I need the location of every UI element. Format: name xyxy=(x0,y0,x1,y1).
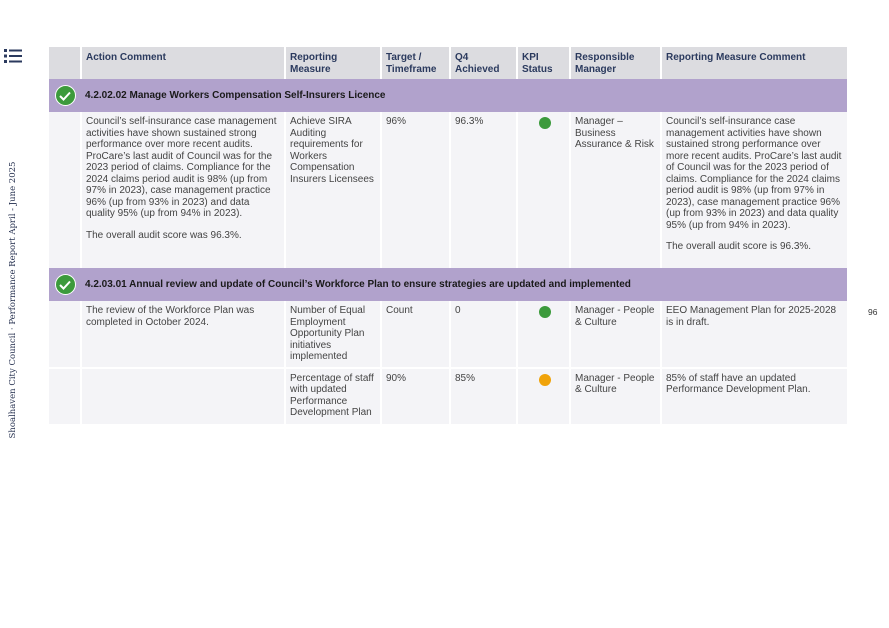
header-reporting-measure: Reporting Measure xyxy=(285,47,381,79)
check-circle-icon xyxy=(55,85,76,106)
section-status-cell xyxy=(49,79,81,112)
responsible-manager-cell: Manager - People & Culture xyxy=(570,301,661,368)
header-kpi-status: KPI Status xyxy=(517,47,570,79)
kpi-status-cell xyxy=(517,368,570,424)
action-comment-text: The review of the Workforce Plan was completed in October 2024. xyxy=(86,305,255,328)
measure-comment-text: 85% of staff have an updated Performance Development Plan. xyxy=(666,372,811,395)
responsible-manager-cell: Manager – Business Assurance & Risk xyxy=(570,112,661,268)
measure-comment-cell xyxy=(661,368,847,424)
table-row xyxy=(49,112,847,268)
kpi-status-cell xyxy=(517,112,570,268)
measure-comment-cell xyxy=(661,112,847,268)
table-header-row xyxy=(49,47,847,79)
measure-comment-text: Council’s self-insurance case management activities have shown sustained strong performance over more recent audits. ProCare’s last audit of Council was for the 2023 period of claims. Compliance for the 2024 claims period audit is 98% (up from 97% in 2023), case management practice 96% (up from 93% in 2023) and data quality 95% (up from 94% in 2023). xyxy=(666,116,842,231)
table-row xyxy=(49,368,847,424)
measure-comment-cell xyxy=(661,301,847,368)
achieved-cell: 0 xyxy=(450,301,517,368)
target-cell: 90% xyxy=(381,368,450,424)
action-comment-cell xyxy=(81,301,285,368)
kpi-status-cell xyxy=(517,301,570,368)
header-q4-achieved: Q4 Achieved xyxy=(450,47,517,79)
action-comment-cell xyxy=(81,368,285,424)
action-comment-cell xyxy=(81,112,285,268)
section-status-cell xyxy=(49,268,81,301)
check-circle-icon xyxy=(55,274,76,295)
achieved-cell: 85% xyxy=(450,368,517,424)
kpi-status-green-dot xyxy=(539,117,551,129)
section-title: 4.2.03.01 Annual review and update of Council’s Workforce Plan to ensure strategies are updated and implemented xyxy=(81,268,847,301)
header-icon-cell xyxy=(49,47,81,79)
header-measure-comment: Reporting Measure Comment xyxy=(661,47,847,79)
header-target-timeframe: Target / Timeframe xyxy=(381,47,450,79)
kpi-status-amber-dot xyxy=(539,374,551,386)
target-cell: Count xyxy=(381,301,450,368)
measure-comment-text: The overall audit score is 96.3%. xyxy=(666,241,812,252)
section-row xyxy=(49,79,847,112)
table-row xyxy=(49,301,847,368)
measure-comment-text: EEO Management Plan for 2025-2028 is in draft. xyxy=(666,305,837,328)
section-title: 4.2.02.02 Manage Workers Compensation Self-Insurers Licence xyxy=(81,79,847,112)
header-responsible-manager: Responsible Manager xyxy=(570,47,661,79)
responsible-manager-cell: Manager - People & Culture xyxy=(570,368,661,424)
document-side-title: Shoalhaven City Council · Performance Report April - June 2025 xyxy=(8,161,18,439)
reporting-measure-cell: Number of Equal Employment Opportunity Plan initiatives implemented xyxy=(285,301,381,368)
menu-icon[interactable] xyxy=(4,48,22,64)
achieved-cell: 96.3% xyxy=(450,112,517,268)
reporting-measure-cell: Percentage of staff with updated Performance Development Plan xyxy=(285,368,381,424)
action-comment-text: Council’s self-insurance case management activities have shown sustained strong performance over more recent audits. ProCare’s last audit of Council was for the 2023 period of claims. Compliance for the 2024 claims period audit is 98% (up from 97% in 2023), case management practice 96% (up from 93% in 2023) and data quality 95% (up from 94% in 2023). xyxy=(86,116,277,219)
target-cell: 96% xyxy=(381,112,450,268)
action-comment-text: The overall audit score was 96.3%. xyxy=(86,229,242,241)
header-action-comment: Action Comment xyxy=(81,47,285,79)
performance-table xyxy=(49,47,847,424)
section-row xyxy=(49,268,847,301)
reporting-measure-cell: Achieve SIRA Auditing requirements for Workers Compensation Insurers Licensees xyxy=(285,112,381,268)
kpi-status-green-dot xyxy=(539,306,551,318)
page-number: 96 xyxy=(868,307,878,317)
